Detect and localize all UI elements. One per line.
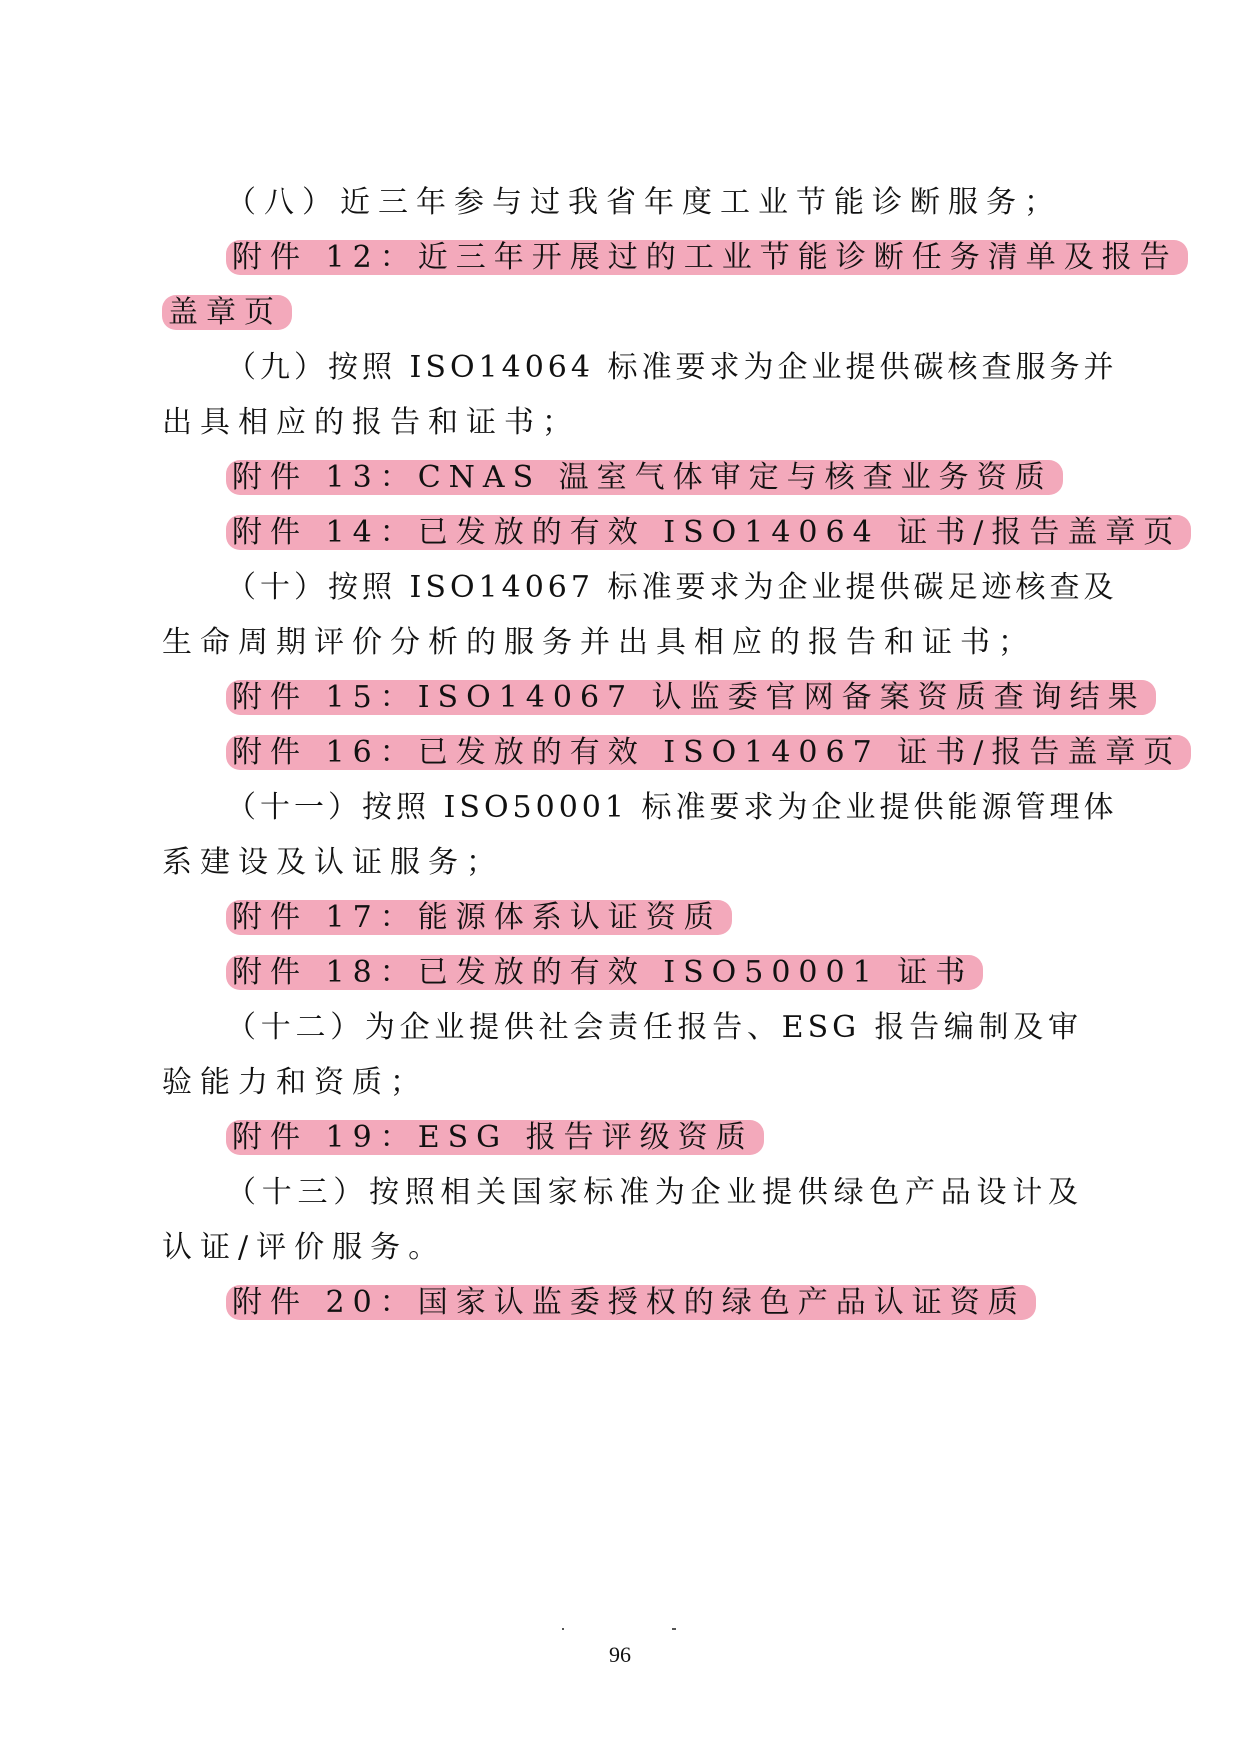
page-number: 96 <box>609 1642 631 1667</box>
attachment-19-line <box>226 1113 1146 1163</box>
highlight-mark: 附件 13：CNAS 温室气体审定与核查业务资质 <box>226 460 1063 495</box>
footer-dot <box>672 1628 676 1630</box>
paragraph-line-9-cont: 出具相应的报告和证书； <box>162 405 580 440</box>
paragraph-line-12: （十二）为企业提供社会责任报告、ESG 报告编制及审 <box>226 1010 1082 1045</box>
attachment-12-line <box>226 233 1178 283</box>
attachment-15-line <box>226 673 1146 723</box>
paragraph-line-13: （十三）按照相关国家标准为企业提供绿色产品设计及 <box>226 1175 1082 1210</box>
attachment-17-line <box>226 893 1146 943</box>
highlight-mark: 附件 16：已发放的有效 ISO14067 证书/报告盖章页 <box>226 735 1191 770</box>
paragraph-line-10-cont: 生命周期评价分析的服务并出具相应的报告和证书； <box>162 625 1036 660</box>
attachment-20-line <box>226 1278 1146 1328</box>
highlight-mark: 附件 17：能源体系认证资质 <box>226 900 732 935</box>
paragraph-line-11-cont: 系建设及认证服务； <box>162 845 504 880</box>
highlight-mark: 附件 18：已发放的有效 ISO50001 证书 <box>226 955 983 990</box>
attachment-13-line <box>226 453 1146 503</box>
footer-dot <box>562 1628 564 1630</box>
paragraph-line-13-cont: 认证/评价服务。 <box>162 1230 447 1265</box>
paragraph-line-11: （十一）按照 ISO50001 标准要求为企业提供能源管理体 <box>226 790 1118 825</box>
footer-marks <box>0 1628 1240 1638</box>
paragraph-line-10: （十）按照 ISO14067 标准要求为企业提供碳足迹核查及 <box>226 570 1118 605</box>
highlight-mark: 附件 20：国家认监委授权的绿色产品认证资质 <box>226 1285 1036 1320</box>
attachment-16-line <box>226 728 1182 778</box>
highlight-mark: 附件 12：近三年开展过的工业节能诊断任务清单及报告 <box>226 240 1188 275</box>
highlight-mark: 附件 19：ESG 报告评级资质 <box>226 1120 764 1155</box>
attachment-18-line <box>226 948 1146 998</box>
paragraph-line-8: （八）近三年参与过我省年度工业节能诊断服务； <box>226 185 1062 220</box>
paragraph-line-12-cont: 验能力和资质； <box>162 1065 428 1100</box>
attachment-12-line-cont <box>162 288 1082 338</box>
attachment-14-line <box>226 508 1182 558</box>
paragraph-line-9: （九）按照 ISO14064 标准要求为企业提供碳核查服务并 <box>226 350 1118 385</box>
highlight-mark: 附件 15：ISO14067 认监委官网备案资质查询结果 <box>226 680 1156 715</box>
highlight-mark: 附件 14：已发放的有效 ISO14064 证书/报告盖章页 <box>226 515 1191 550</box>
highlight-mark: 盖章页 <box>162 295 292 330</box>
